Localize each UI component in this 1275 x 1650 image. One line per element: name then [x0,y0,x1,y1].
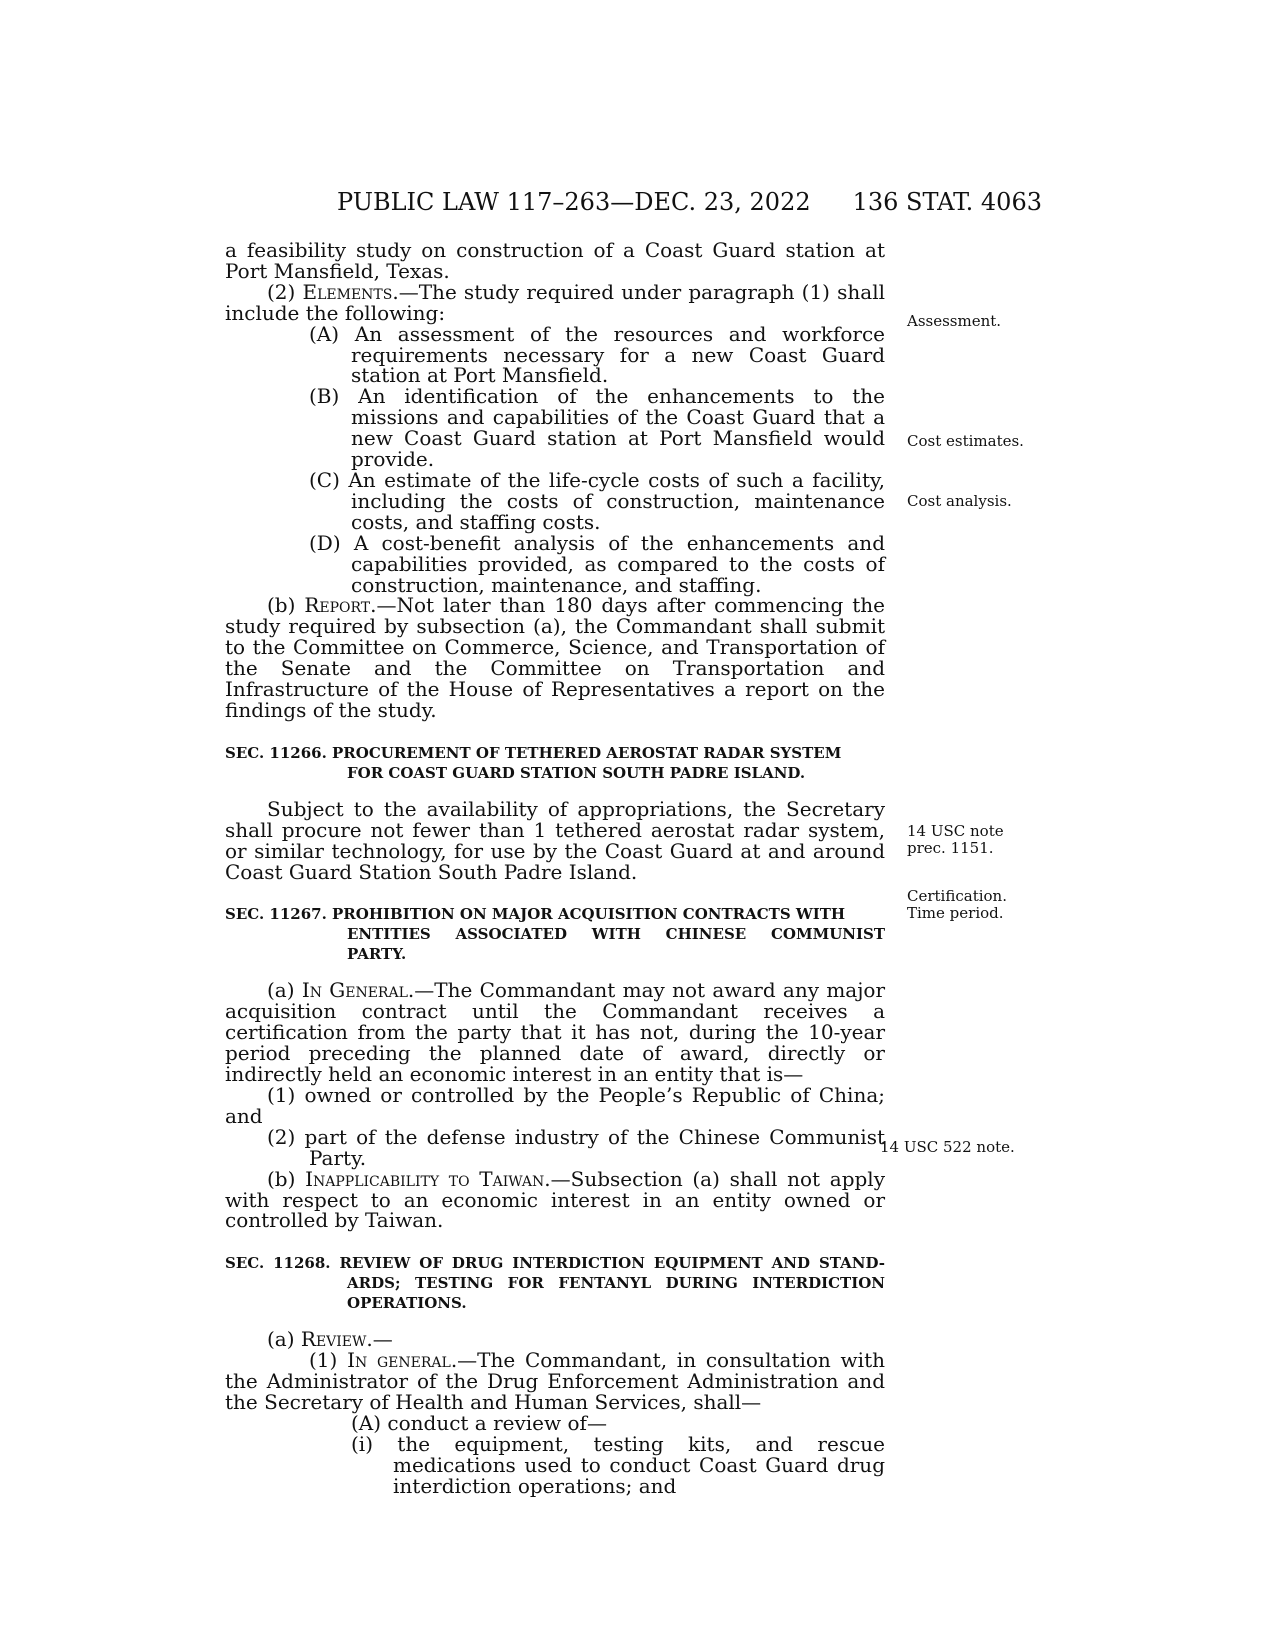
margin-note-usc-1151: 14 USC note prec. 1151. [907,822,1004,857]
section-heading-11268: SEC. 11268. REVIEW OF DRUG INTERDICTION EQUIPMENT AND STAND- ARDS; TESTING FOR FENTANYL DURING INTERDICTION OPERATIONS. [225,1254,885,1313]
subparagraph-list [225,321,885,597]
document-body [225,240,885,1497]
paragraph-heading: Report [304,593,371,618]
paragraph-heading: Elements [302,279,393,304]
paragraph-review-in-general: (1) In general.—The Commandant, in consultation with the Administrator of the Drug Enforcement Administration and the Secretary of Health and Human Services, shall— [225,1348,885,1415]
subparagraph-review-a: (A) conduct a review of— [351,1410,607,1435]
clause-review-i: (i) the equipment, testing kits, and rescue medications used to conduct Coast Guard drug interdiction operations; and [351,1431,885,1498]
section-heading-11266: SEC. 11266. PROCUREMENT OF TETHERED AEROSTAT RADAR SYSTEM FOR COAST GUARD STATION SOUTH PADRE ISLAND. [225,743,842,782]
paragraph-heading: Review [300,1327,367,1352]
subparagraph-b: (B) An identification of the enhancements to the missions and capabilities of the Coast Guard that a new Coast Guard station at Port Mansfield would provide. [309,384,885,472]
page-stat-number: 136 STAT. 4063 [852,188,1042,216]
paragraph-elements: (2) Elements.—The study required under paragraph (1) shall include the following: [225,279,886,325]
subsection-review: (a) Review.— [267,1327,393,1352]
paragraph-heading: Inapplicability to Taiwan [305,1166,545,1191]
margin-note-cost-analysis: Cost analysis. [907,492,1012,510]
subsection-taiwan: (b) Inapplicability to Taiwan.—Subsection (a) shall not apply with respect to an economic interest in an entity owned or controlled by Taiwan. [225,1166,886,1233]
paragraph-heading: In General [301,978,408,1003]
section-heading-11267: SEC. 11267. PROHIBITION ON MAJOR ACQUISITION CONTRACTS WITH ENTITIES ASSOCIATED WITH CHINESE COMMUNIST PARTY. [225,905,885,964]
subsection-in-general: (a) In General.—The Commandant may not award any major acquisition contract until the Commandant receives a certification from the party that it has not, during the 10-year period preceding the planned date of award, directly or indirectly held an economic interest in an entity that is— [225,978,886,1087]
paragraph-continuation: a feasibility study on construction of a Coast Guard station at Port Mansfield, Texas. [225,238,885,283]
margin-note-assessment: Assessment. [907,312,1002,330]
paragraph-1-prc: (1) owned or controlled by the People’s Republic of China; and [225,1083,885,1128]
margin-note-cost-estimates: Cost estimates. [907,432,1024,450]
section-11266-body: Subject to the availability of appropriations, the Secretary shall procure not fewer than 1 tethered aerostat radar system, or similar technology, for use by the Coast Guard at and around Coast Guard Station South Padre Island. [225,796,885,884]
paragraph-2-ccp: (2) part of the defense industry of the Chinese Communist Party. [267,1124,885,1170]
subparagraph-a: (A) An assessment of the resources and workforce requirements necessary for a new Coast Guard station at Port Mansfield. [309,321,885,388]
running-header-title: PUBLIC LAW 117–263—DEC. 23, 2022 [337,188,811,216]
margin-note-certification: Certification. Time period. [907,887,1007,922]
subparagraph-d: (D) A cost-benefit analysis of the enhancements and capabilities provided, as compared to the costs of construction, maintenance, and staffing. [309,530,885,597]
paragraph-heading: In general [347,1348,451,1373]
margin-note-usc-522: 14 USC 522 note. [880,1138,1015,1156]
subparagraph-c: (C) An estimate of the life-cycle costs of such a facility, including the costs of construction, maintenance costs, and staffing costs. [309,467,885,534]
paragraph-report: (b) Report.—Not later than 180 days after commencing the study required by subsection (a), the Commandant shall submit to the Committee on Commerce, Science, and Transportation of the Senate and the Committee on Transportation and Infrastructure of the House of Representatives a report on the findings of the study. [225,593,885,722]
